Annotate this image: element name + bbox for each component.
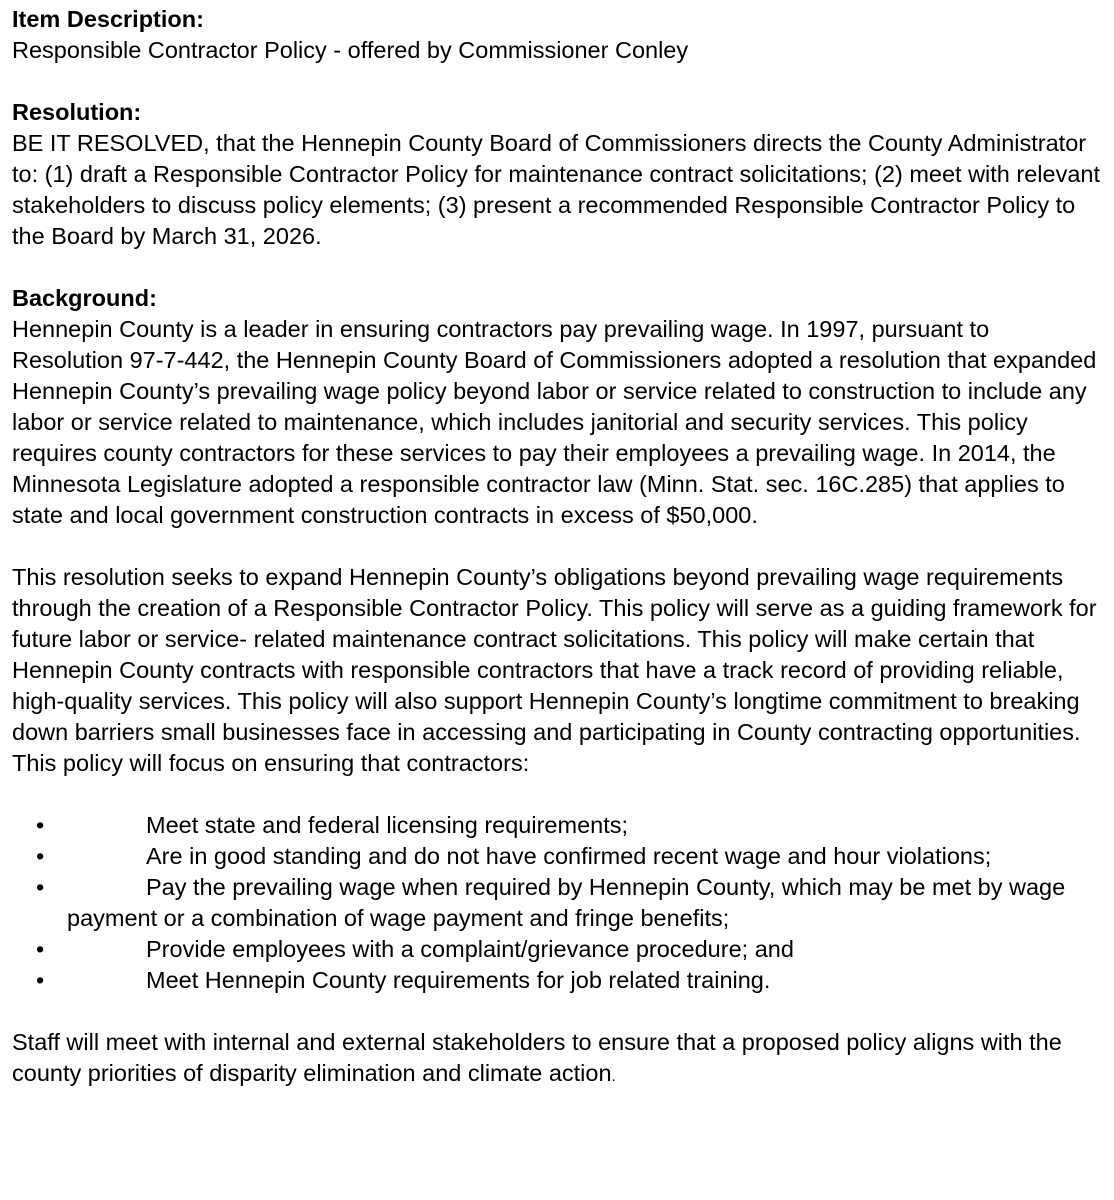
resolution-heading: Resolution: [12,99,142,125]
list-item [12,841,1104,872]
item-description-text: Responsible Contractor Policy - offered by Commissioner Conley [12,37,689,63]
background-paragraph-2: This resolution seeks to expand Hennepin County’s obligations beyond prevailing wage requirements through the creation of a Responsible Contractor Policy. This policy will serve as a guiding framework for future labor or service- related maintenance contract solicitations. This policy will make certain that Hennepin County contracts with responsible contractors that have a track record of providing reliable, high-quality services. This policy will also support Hennepin County’s longtime commitment to breaking down barriers small businesses face in accessing and participating in County contracting opportunities. This policy will focus on ensuring that contractors: [12,564,1097,776]
spacer [12,66,1104,97]
resolution-section [12,97,1104,252]
background-heading: Background: [12,285,157,311]
list-item [12,872,1104,934]
requirements-list [12,810,1104,996]
spacer [12,252,1104,283]
list-item-text: Are in good standing and do not have confirmed recent wage and hour violations; [146,843,992,869]
list-item-text: Provide employees with a complaint/grievance procedure; and [146,936,794,962]
item-description-section [12,4,1104,66]
background-paragraph-1: Hennepin County is a leader in ensuring contractors pay prevailing wage. In 1997, pursuant to Resolution 97-7-442, the Hennepin County Board of Commissioners adopted a resolution that expanded Hennepin County’s prevailing wage policy beyond labor or service related to construction to include any labor or service related to maintenance, which includes janitorial and security services. This policy requires county contractors for these services to pay their employees a prevailing wage. In 2014, the Minnesota Legislature adopted a responsible contractor law (Minn. Stat. sec. 16C.285) that applies to state and local government construction contracts in excess of $50,000. [12,316,1097,528]
resolution-text: BE IT RESOLVED, that the Hennepin County Board of Commissioners directs the County Administrator to: (1) draft a Responsible Contractor Policy for maintenance contract solicitations; (2) meet with relevant stakeholders to discuss policy elements; (3) present a recommended Responsible Contractor Policy to the Board by March 31, 2026. [12,130,1101,249]
bullet-icon: • [36,874,45,900]
spacer [12,779,1104,810]
background-section [12,283,1104,1092]
list-item [12,934,1104,965]
bullet-icon: • [36,936,45,962]
bullet-icon: • [36,843,45,869]
closing-text: Staff will meet with internal and external stakeholders to ensure that a proposed policy aligns with the county priorities of disparity elimination and climate action [12,1029,1062,1086]
item-description-heading: Item Description: [12,6,204,32]
bullet-icon: • [36,967,45,993]
list-item-text: Pay the prevailing wage when required by Hennepin County, which may be met by wage payment or a combination of wage payment and fringe benefits; [67,874,1066,931]
closing-period: . [611,1068,616,1085]
list-item-text: Meet Hennepin County requirements for job related training. [146,967,771,993]
closing-paragraph [12,1027,1104,1092]
list-item-text: Meet state and federal licensing requirements; [146,812,629,838]
spacer [12,531,1104,562]
list-item [12,965,1104,996]
bullet-icon: • [36,812,45,838]
list-item [12,810,1104,841]
spacer [12,996,1104,1027]
